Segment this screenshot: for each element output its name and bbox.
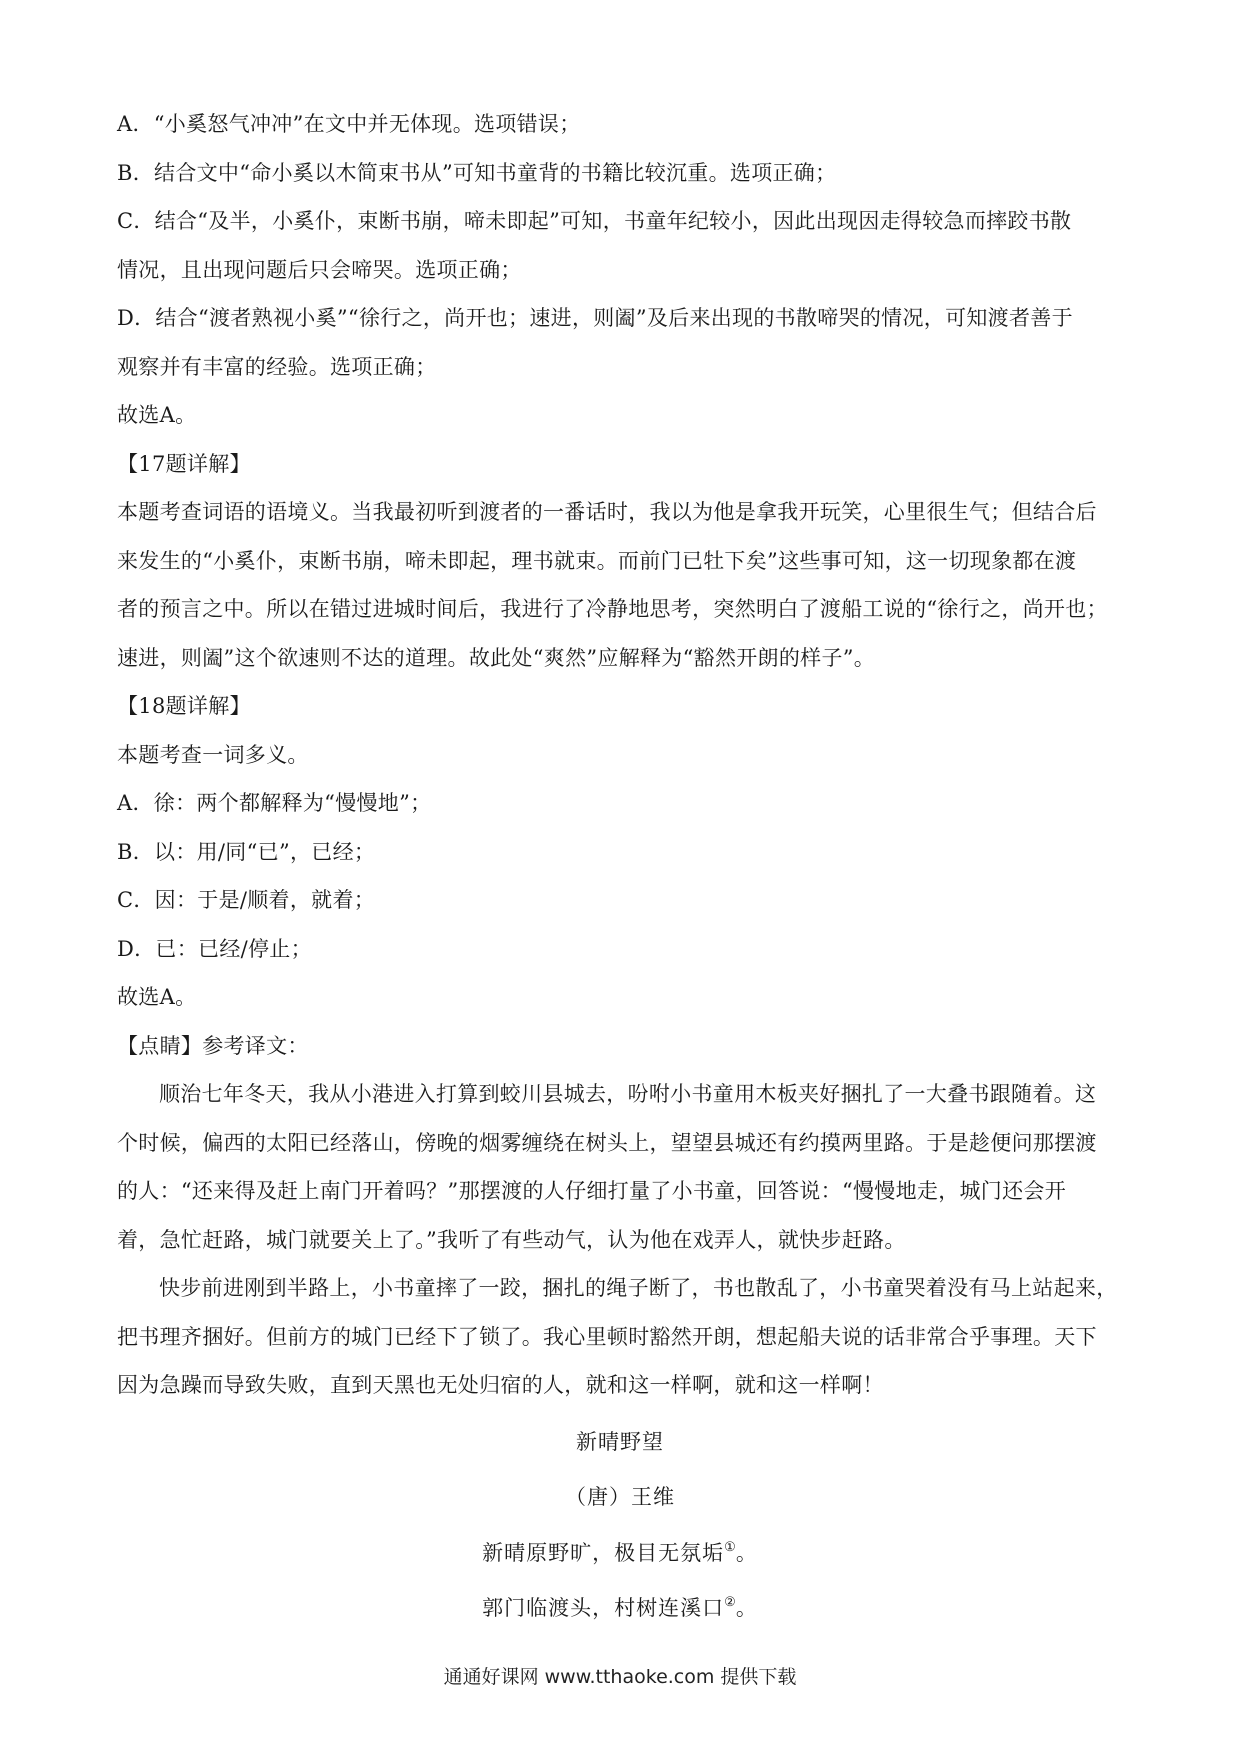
paragraph-line: 速进，则阖”这个欲速则不达的道理。故此处“爽然”应解释为“豁然开朗的样子”。 (117, 645, 876, 670)
translation-line: 快步前进刚到半路上，小书童摔了一跤，捆扎的绳子断了，书也散乱了，小书童哭着没有马上站起来， (159, 1276, 1118, 1300)
poem-line-1-end: 。 (735, 1541, 758, 1565)
poem-line-1-text: 新晴原野旷，极目无氛垢 (482, 1541, 725, 1565)
paragraph-line: 者的预言之中。所以在错过进城时间后，我进行了冷静地思考，突然明白了渡船工说的“徐行之，尚开也； (117, 597, 1108, 621)
page-footer: 通通好课网 www.tthaoke.com 提供下载 (443, 1666, 797, 1688)
paragraph-line: 故选A。 (117, 403, 197, 427)
paragraph-line: 本题考查词语的语境义。当我最初听到渡者的一番话时，我以为他是拿我开玩笑，心里很生气；但结合后 (117, 500, 1097, 524)
poem-line-1 (0, 1537, 1240, 1567)
paragraph-line: 本题考查一词多义。 (117, 742, 309, 767)
poem-line-2-end: 。 (735, 1596, 758, 1620)
paragraph-line: C．结合“及半，小奚仆，束断书崩，啼未即起”可知，书童年纪较小，因此出现因走得较急而摔跤书散 (117, 209, 1072, 233)
paragraph-line: 来发生的“小奚仆，束断书崩，啼未即起，理书就束。而前门已牡下矣”这些事可知，这一切现象都在渡 (117, 548, 1077, 573)
paragraph-line: C．因：于是/顺着，就着； (117, 888, 376, 912)
paragraph-line: 观察并有丰富的经验。选项正确； (117, 354, 437, 379)
poem-line-2 (0, 1592, 1240, 1622)
translation-line: 着，急忙赶路，城门就要关上了。”我听了有些动气，认为他在戏弄人，就快步赶路。 (117, 1227, 906, 1252)
paragraph-line: B．以：用/同“已”，已经； (117, 839, 376, 864)
translation-line: 因为急躁而导致失败，直到天黑也无处归宿的人，就和这一样啊，就和这一样啊！ (117, 1373, 884, 1397)
translation-line: 的人：“还来得及赶上南门开着吗？”那摆渡的人仔细打量了小书童，回答说：“慢慢地走，城门还会开 (117, 1179, 1067, 1203)
section-heading: 【17题详解】 (117, 451, 251, 476)
translation-line: 顺治七年冬天，我从小港进入打算到蛟川县城去，吩咐小书童用木板夹好捆扎了一大叠书跟随着。这 (159, 1082, 1097, 1106)
document-body (117, 100, 1137, 1410)
paragraph-line: D．结合“渡者熟视小奚”“徐行之，尚开也；速进，则阖”及后来出现的书散啼哭的情况，可知渡者善于 (117, 306, 1073, 330)
paragraph-line: A．“小奚怒气冲冲”在文中并无体现。选项错误； (117, 112, 581, 136)
paragraph-line: B．结合文中“命小奚以木简束书从”可知书童背的书籍比较沉重。选项正确； (117, 160, 837, 185)
translation-line: 把书理齐捆好。但前方的城门已经下了锁了。我心里顿时豁然开朗，想起船夫说的话非常合乎事理。天下 (117, 1324, 1097, 1349)
paragraph-line: A．徐：两个都解释为“慢慢地”； (117, 791, 432, 815)
paragraph-line: 情况，且出现问题后只会啼哭。选项正确； (117, 257, 522, 282)
footnote-marker-2: ② (724, 1595, 736, 1610)
poem-line-2-text: 郭门临渡头，村树连溪口 (482, 1596, 725, 1620)
section-heading: 【18题详解】 (117, 694, 251, 718)
section-heading: 【点睛】参考译文： (117, 1033, 309, 1058)
poem-title: 新晴野望 (576, 1430, 664, 1454)
translation-line: 个时候，偏西的太阳已经落山，傍晚的烟雾缠绕在树头上，望望县城还有约摸两里路。于是趁便问那摆渡 (117, 1130, 1097, 1155)
footnote-marker-1: ① (724, 1540, 736, 1555)
paragraph-line: D．已：已经/停止； (117, 936, 312, 961)
poem-author: （唐）王维 (565, 1485, 675, 1509)
paragraph-line: 故选A。 (117, 985, 197, 1009)
